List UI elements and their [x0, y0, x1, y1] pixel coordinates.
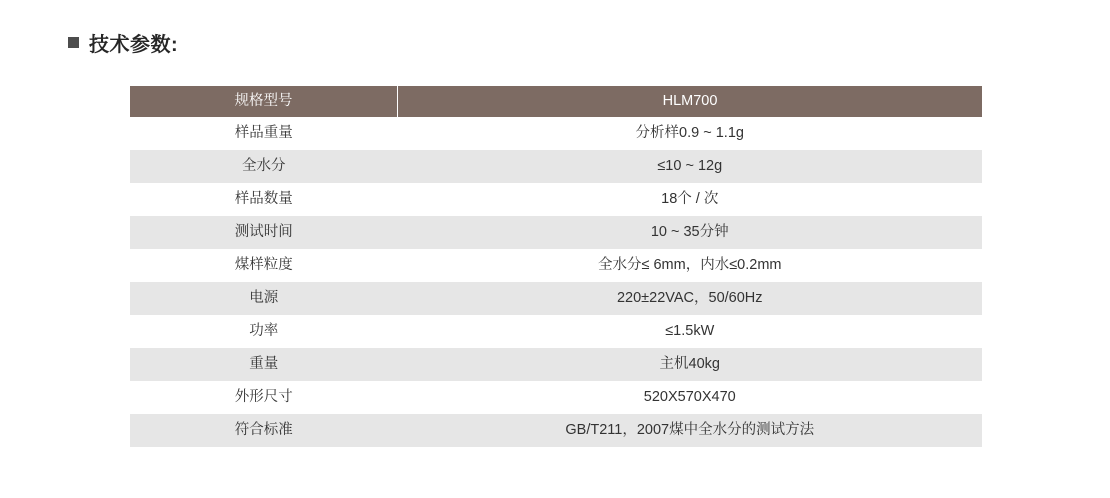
table-header [130, 86, 982, 117]
row-label: 功率 [130, 315, 398, 348]
row-label: 样品重量 [130, 117, 398, 150]
column-header-model-value: HLM700 [398, 86, 983, 117]
table-row [130, 117, 982, 150]
table-row [130, 381, 982, 414]
row-value: 220±22VAC，50/60Hz [398, 282, 983, 315]
section-heading [68, 28, 178, 57]
table-row [130, 315, 982, 348]
table-row [130, 249, 982, 282]
page-title: 技术参数: [89, 34, 179, 56]
row-label: 样品数量 [130, 183, 398, 216]
row-label: 电源 [130, 282, 398, 315]
table-row [130, 282, 982, 315]
row-label: 煤样粒度 [130, 249, 398, 282]
specification-table [130, 86, 982, 447]
column-header-model-label: 规格型号 [130, 86, 398, 117]
row-value: ≤10 ~ 12g [398, 150, 983, 183]
row-value: GB/T211，2007煤中全水分的测试方法 [398, 414, 983, 447]
row-label: 符合标准 [130, 414, 398, 447]
row-value: 分析样0.9 ~ 1.1g [398, 117, 983, 150]
row-label: 测试时间 [130, 216, 398, 249]
table-row [130, 414, 982, 447]
table-row [130, 150, 982, 183]
row-value: 全水分≤ 6mm，内水≤0.2mm [398, 249, 983, 282]
table-row [130, 216, 982, 249]
table-header-row [130, 86, 982, 117]
row-value: 主机40kg [398, 348, 983, 381]
row-label: 全水分 [130, 150, 398, 183]
row-label: 外形尺寸 [130, 381, 398, 414]
square-bullet-icon [68, 37, 79, 48]
table-body [130, 117, 982, 447]
table-row [130, 183, 982, 216]
row-value: 18个 / 次 [398, 183, 983, 216]
row-value: 520X570X470 [398, 381, 983, 414]
row-value: 10 ~ 35分钟 [398, 216, 983, 249]
row-label: 重量 [130, 348, 398, 381]
table-row [130, 348, 982, 381]
row-value: ≤1.5kW [398, 315, 983, 348]
